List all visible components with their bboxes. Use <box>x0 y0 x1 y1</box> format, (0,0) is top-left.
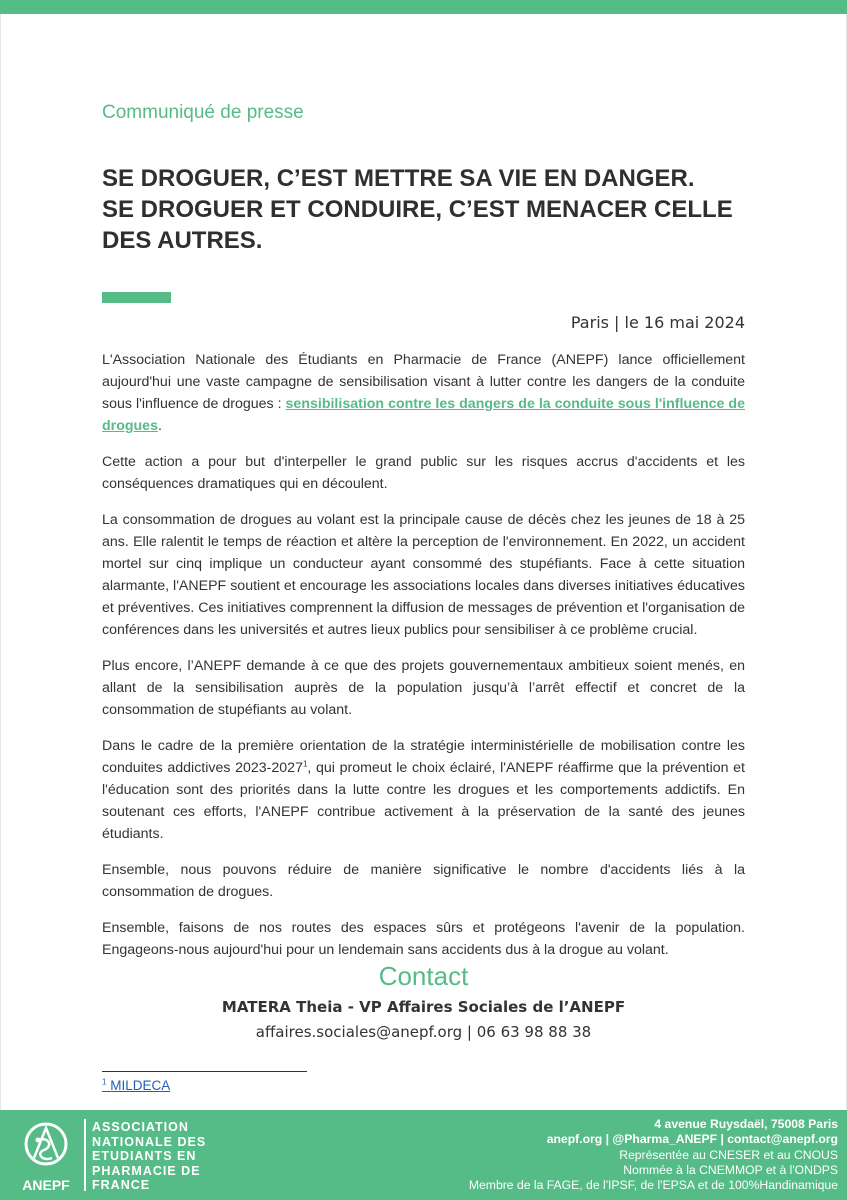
org-name-line: ETUDIANTS EN <box>92 1149 197 1163</box>
footer-membership: Membre de la FAGE, de l'IPSF, de l'EPSA et de 100%Handinamique <box>468 1178 838 1193</box>
paragraph-4: Plus encore, l’ANEPF demande à ce que des projets gouvernementaux ambitieux soient menés, en allant de la sensibilisation auprès de la population jusqu’à l’arrêt effectif et concret de la consommation de stupéfiants au volant. <box>102 658 745 718</box>
org-name-line: ASSOCIATION <box>92 1120 189 1134</box>
footnote-number: 1 <box>102 1077 107 1087</box>
paragraph-3: La consommation de drogues au volant est la principale cause de décès chez les jeunes de 18 à 25 ans. Elle ralentit le temps de réaction et altère la perception de l'environnement. En 2022, un accident mortel sur cinq implique un conducteur ayant consommé des stupéfiants. Face à cette situation alarmante, l'ANEPF soutient et encourage les associations locales dans diverses initiatives éducatives et préventives. Ces initiatives comprennent la diffusion de messages de prévention et l'organisation de conférences dans les universités et autres lieux publics pour sensibiliser à ce problème crucial. <box>102 512 745 638</box>
paragraph-1 <box>102 349 745 437</box>
paragraph-6: Ensemble, nous pouvons réduire de manière significative le nombre d'accidents liés à la consommation de drogues. <box>102 862 745 900</box>
paragraph-7: Ensemble, faisons de nos routes des espaces sûrs et protégeons l'avenir de la population. Engageons-nous aujourd'hui pour un lendemain sans accidents dus à la drogue au volant. <box>102 920 745 958</box>
top-accent-bar <box>0 0 847 14</box>
headline-line-2: SE DROGUER ET CONDUIRE, C’EST MENACER CELLE <box>102 196 733 223</box>
paragraph-1-end: . <box>157 418 162 434</box>
footnote-link[interactable] <box>102 1078 170 1093</box>
logo-text: ANEPF <box>22 1177 70 1193</box>
accent-divider <box>102 292 171 303</box>
contact-name: MATERA Theia - VP Affaires Sociales de l’ANEPF <box>221 998 626 1016</box>
paragraph-1-text: L'Association Nationale des Étudiants en Pharmacie de France (ANEPF) lance officiellement aujourd'hui une vaste campagne de sensibilisation visant à lutter contre les dangers de la conduite sous l'influence de drogues : <box>102 352 745 412</box>
press-release-label: Communiqué de presse <box>102 102 304 123</box>
paragraph-5-rest: , qui promeut le choix éclairé, l'ANEPF réaffirme que la prévention et l'éducation sont des priorités dans la lutte contre les drogues et les comportements addictifs. En soutenant ces efforts, l'ANEPF contribue activement à la préservation de la santé des jeunes étudiants. <box>102 760 746 842</box>
footnote-link-text: MILDECA <box>110 1078 171 1093</box>
footer-links[interactable]: anepf.org | @Pharma_ANEPF | contact@anepf.org <box>546 1132 838 1147</box>
footer-nomination: Nommée à la CNEMMOP et à l'ONDPS <box>623 1162 838 1177</box>
dateline: Paris | le 16 mai 2024 <box>570 313 745 332</box>
paragraph-5 <box>102 735 745 845</box>
footer <box>0 1110 847 1200</box>
footer-representation: Représentée au CNESER et au CNOUS <box>619 1147 838 1162</box>
footnote-divider <box>102 1071 307 1072</box>
paragraph-5-text: Dans le cadre de la première orientation de la stratégie interministérielle de mobilisation contre les conduites addictives 2023-2027 <box>102 738 745 776</box>
campaign-link[interactable]: sensibilisation contre les dangers de la conduite sous l'influence de drogues <box>102 396 745 434</box>
headline-line-3: DES AUTRES. <box>102 227 263 254</box>
anepf-logo-icon <box>14 1118 78 1194</box>
org-name-line: PHARMACIE DE <box>92 1163 201 1178</box>
contact-title: Contact <box>378 961 469 991</box>
headline-line-1: SE DROGUER, C’EST METTRE SA VIE EN DANGER. <box>102 165 695 192</box>
footnote-ref[interactable]: 1 <box>302 759 308 769</box>
article-body <box>102 349 745 975</box>
org-name-line: FRANCE <box>92 1178 151 1192</box>
footnote <box>102 1078 170 1093</box>
headline <box>102 163 752 256</box>
footer-address: 4 avenue Ruysdaël, 75008 Paris <box>654 1117 838 1131</box>
org-name-line: NATIONALE DES <box>92 1134 207 1149</box>
contact-details: affaires.sociales@anepf.org | 06 63 98 88 38 <box>255 1023 592 1041</box>
footer-info <box>469 1117 838 1193</box>
logo-separator <box>84 1119 86 1191</box>
org-name <box>92 1120 242 1193</box>
paragraph-2: Cette action a pour but d'interpeller le grand public sur les risques accrus d'accidents et les conséquences dramatiques qui en découlent. <box>102 454 745 492</box>
